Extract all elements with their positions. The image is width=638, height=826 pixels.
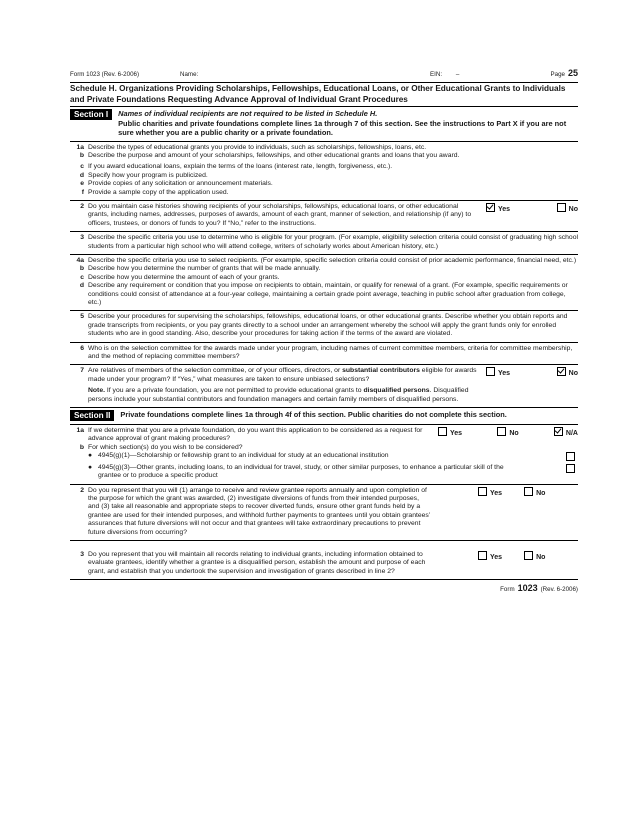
page-number [530,68,578,78]
question-3: 3 Describe the specific criteria you use to determine who is eligible for your program. (For example, eligibility selection criteria could consist of graduating high school students from a particular high school who will attend college, writers of scholarly works about American history, etc.) [80,234,578,250]
s2q2-text: Do you represent that you will (1) arrange to receive and review grantee reports annually and upon completion of the purpose for which the grant was awarded, (2) investigate diversions of funds from their intended purposes, and (3) take all reasonable and appropriate steps to recover diverted funds, ensure other grant funds held by a grantee are used for their intended purposes, and withhold further payments to grantees until you obtain grantees’ assurances that future diversions will not occur and that grantees will take extraordinary precautions to prevent future diversions from occurring? [88,486,431,536]
question-5: 5 Describe your procedures for supervising the scholarships, fellowships, educational loans, or other educational grants. Describe whether you obtain reports and grade transcripts from recipients, or you pay grants directly to a school under an arrangement whereby the school will apply the grant funds only for enrolled students who are in good standing. Also, describe your procedures for taking action if the terms of the award are violated. [70,311,578,341]
q2-no-option[interactable]: No [557,203,578,228]
q1a-text: Describe the types of educational grants you provide to individuals, such as scholarships, fellowships, loans, etc. [88,143,427,151]
section-1-label: Section I [70,109,112,120]
question-1: 1a Describe the types of educational grants you provide to individuals, such as scholarships, fellowships, loans, etc. b Describe the purpose and amount of your scholarships, fellowships, and other educational grants and loans that you award. c If you award educational loans, explain the terms of the loans (interest rate, length, forgiveness, etc.). d Specify how your program is publicized. e Provide copies of any solicitation or announcement materials. f Provide a sample copy of the application used. [76,143,460,196]
s2q1a-na-option[interactable]: N/A [554,427,578,444]
s2q1b-option-1: ● 4945(g)(1)—Scholarship or fellowship grant to an individual for study at an educational institution [70,452,578,463]
question-6: 6 Who is on the selection committee for the awards made under your program, including names of current committee members, criteria for committee membership, and the method of replacing committee members? [70,343,578,365]
q2-yes-checkbox[interactable] [486,203,495,212]
form-id: Form 1023 (Rev. 6-2006) [70,71,140,78]
page-label: Page [550,71,565,78]
name-label: Name: [180,71,199,78]
s2-question-1: 1a If we determine that you are a private foundation, do you want this application to be considered as a request for advance approval of grant making procedures? Yes No N/A b For which section(s) do you wish to be considered? ● 4945(g)(1)—Scholarship or fellowship grant to an individual for study at an educational institution ● 4945(g)(3)—Other grants, including loans, to an individual for travel, study, or other similar purposes, to enhance a particular skill of the grantee or to produce a specific product [70,425,578,483]
s2q1a-yes-checkbox[interactable] [438,427,447,436]
s2q1b-option-2: ● 4945(g)(3)—Other grants, including loans, to an individual for travel, study, or other similar purposes, to enhance a particular skill of the grantee or to produce a specific product [70,464,578,481]
s2q3-no-checkbox[interactable] [524,551,533,560]
page-footer: Form 1023 (Rev. 6-2006) [500,583,578,594]
s2q1b-option-2-checkbox[interactable] [566,464,575,473]
section-1-text: Public charities and private foundations complete lines 1a through 7 of this section. See the instructions to Part X if you are not sure whether you are a public charity or a private foundation. [118,118,567,137]
q2-no-checkbox[interactable] [557,203,566,212]
q7-yes-checkbox[interactable] [486,367,495,376]
q1d-text: Specify how your program is publicized. [88,171,208,179]
s2q1b-option-1-checkbox[interactable] [566,452,575,461]
s2-question-3: 3 Do you represent that you will maintain all records relating to individual grants, including information obtained to evaluate grantees, identify whether a grantee is a disqualified person, establish the amount and purpose of each grant, and establish that you undertook the supervision and investigation of grants described in line 2? Yes No [80,550,546,575]
s2q2-yes-checkbox[interactable] [478,487,487,496]
q2-text: Do you maintain case histories showing recipients of your scholarships, fellowships, educational loans, or other educational grants, including names, addresses, purposes of awards, amount of each grant, manner of selection, and relationship (if any) to officers, trustees, or donors of funds to you? If “No,” refer to the instructions. [88,202,472,227]
s2q2-yes-option[interactable]: Yes [478,487,502,537]
q4d-text: Describe any requirement or condition that you impose on recipients to obtain, maintain, or qualify for renewal of a grant. (For example, specific requirements or conditions could consist of attendance at a four-year college, maintaining a certain grade point average, teaching in public school after graduation from college, etc.) [88,282,568,306]
s2q1a-no-checkbox[interactable] [497,427,506,436]
page-num: 25 [567,68,578,78]
page-header [70,68,578,82]
q1f-text: Provide a sample copy of the application used. [88,188,229,196]
section-1-italic: Names of individual recipients are not required to be listed in Schedule H. [118,109,378,118]
q2-yes-option[interactable]: Yes [486,203,510,228]
q1c-text: If you award educational loans, explain the terms of the loans (interest rate, length, forgiveness, etc.). [88,163,393,171]
question-4: 4a Describe the specific criteria you use to select recipients. (For example, specific selection criteria could consist of prior academic performance, financial need, etc.) b Describe how you determine the number of grants that will be made annually. c Describe how you determine the amount of each of your grants. d Describe any requirement or condition that you impose on recipients to obtain, maintain, or qualify for renewal of a grant. (For example, specific requirements or conditions could consist of attendance at a four-year college, maintaining a certain grade point average, teaching in public school after graduation from college, etc.) [76,256,577,306]
s2q1a-na-checkbox[interactable] [554,427,563,436]
section-2-label: Section II [70,410,114,421]
q1b-text: Describe the purpose and amount of your scholarships, fellowships, and other educational grants and loans that you award. [88,151,460,159]
s2-question-2: 2 Do you represent that you will (1) arrange to receive and review grantee reports annually and upon completion of the purpose for which the grant was awarded, (2) investigate diversions of funds from their intended purposes, and (3) take all reasonable and appropriate steps to recover diverted funds, ensure other grant funds held by a grantee are used for their intended purposes, and withhold further payments to grantees until you obtain grantees’ assurances that future diversions will not occur and that grantees will take extraordinary precautions to prevent future diversions from occurring? Yes No [80,486,546,536]
q4b-text: Describe how you determine the number of grants that will be made annually. [88,265,321,273]
q7-no-checkbox[interactable] [557,367,566,376]
s2q1b-text: For which section(s) do you wish to be considered? [88,443,243,451]
s2q3-text: Do you represent that you will maintain all records relating to individual grants, including information obtained to evaluate grantees, identify whether a grantee is a disqualified person, establish the amount and purpose of each grant, and establish that you undertook the supervision and investigation of grants described in line 2? [88,550,426,575]
s2q2-no-option[interactable]: No [524,487,545,537]
ein-label: EIN: [430,71,443,78]
q7-yes-option[interactable]: Yes [486,367,510,384]
ein-dash: – [455,71,460,78]
s2q3-no-option[interactable]: No [524,551,545,576]
question-7: 7 Are relatives of members of the selection committee, or of your officers, directors, or substantial contributors eligible for awards made under your program? If “Yes,” what measures are taken to ensure unbiased selections? Yes No Note. If you are a private foundation, you are not permitted to provide educational grants to disqualified persons. Disqualified persons include your substantial contributors and foundation managers and certain family members of disqualified persons. [70,365,578,407]
s2q1a-yes-option[interactable]: Yes [438,427,462,444]
s2q2-no-checkbox[interactable] [524,487,533,496]
s2q1a-text: If we determine that you are a private foundation, do you want this application to be considered as a request for advance approval of grant making procedures? [88,427,423,443]
s2q3-yes-checkbox[interactable] [478,551,487,560]
ein-field [430,71,530,78]
section-2-text: Private foundations complete lines 1a through 4f of this section. Public charities do not complete this section. [120,410,507,420]
q7-text: Are relatives of members of the selection committee, or of your officers, directors, or substantial contributors eligible for awards made under your program? If “Yes,” what measures are taken to ensure unbiased selections? [88,367,477,383]
q7-note: Note. If you are a private foundation, you are not permitted to provide educational grants to disqualified persons. Disqualified persons include your substantial contributors and foundation managers and certain family members of disqualified persons. [88,387,469,403]
question-2: 2 Do you maintain case histories showing recipients of your scholarships, fellowships, educational loans, or other educational grants, including names, addresses, purposes of awards, amount of each grant, manner of selection, and relationship (if any) to officers, trustees, or donors of funds to you? If “No,” refer to the instructions. Yes No [80,202,578,227]
section-2-header [70,408,578,424]
q1e-text: Provide copies of any solicitation or announcement materials. [88,180,273,188]
q5-text: Describe your procedures for supervising the scholarships, fellowships, educational loans, or other educational grants. Describe whether you obtain reports and grade transcripts from recipients, or you pay grants directly to a school under an arrangement whereby the school will apply the grant funds only for enrolled students who are in good standing. Also, describe your procedures for taking action if the terms of the award are violated. [88,313,568,338]
q4a-text: Describe the specific criteria you use to select recipients. (For example, specific selection criteria could consist of prior academic performance, financial need, etc.) [88,256,577,264]
q4c-text: Describe how you determine the amount of each of your grants. [88,273,280,281]
q3-text: Describe the specific criteria you use to determine who is eligible for your program. (For example, eligibility selection criteria could consist of graduating high school students from a particular high school who will attend college, writers of scholarly works about American history, etc.) [88,234,578,250]
q6-text: Who is on the selection committee for the awards made under your program, including names of current committee members, criteria for committee membership, and the method of replacing committee members? [88,344,573,361]
q7-no-option[interactable]: No [557,367,578,384]
section-1-header [70,107,578,141]
s2q1a-no-option[interactable]: No [497,427,518,444]
schedule-title: Schedule H. Organizations Providing Scholarships, Fellowships, Educational Loans, or Other Educational Grants to Individuals and Private Foundations Requesting Advance Approval of Individual Grant Procedures [70,84,566,104]
s2q3-yes-option[interactable]: Yes [478,551,502,576]
form-page [70,68,578,593]
